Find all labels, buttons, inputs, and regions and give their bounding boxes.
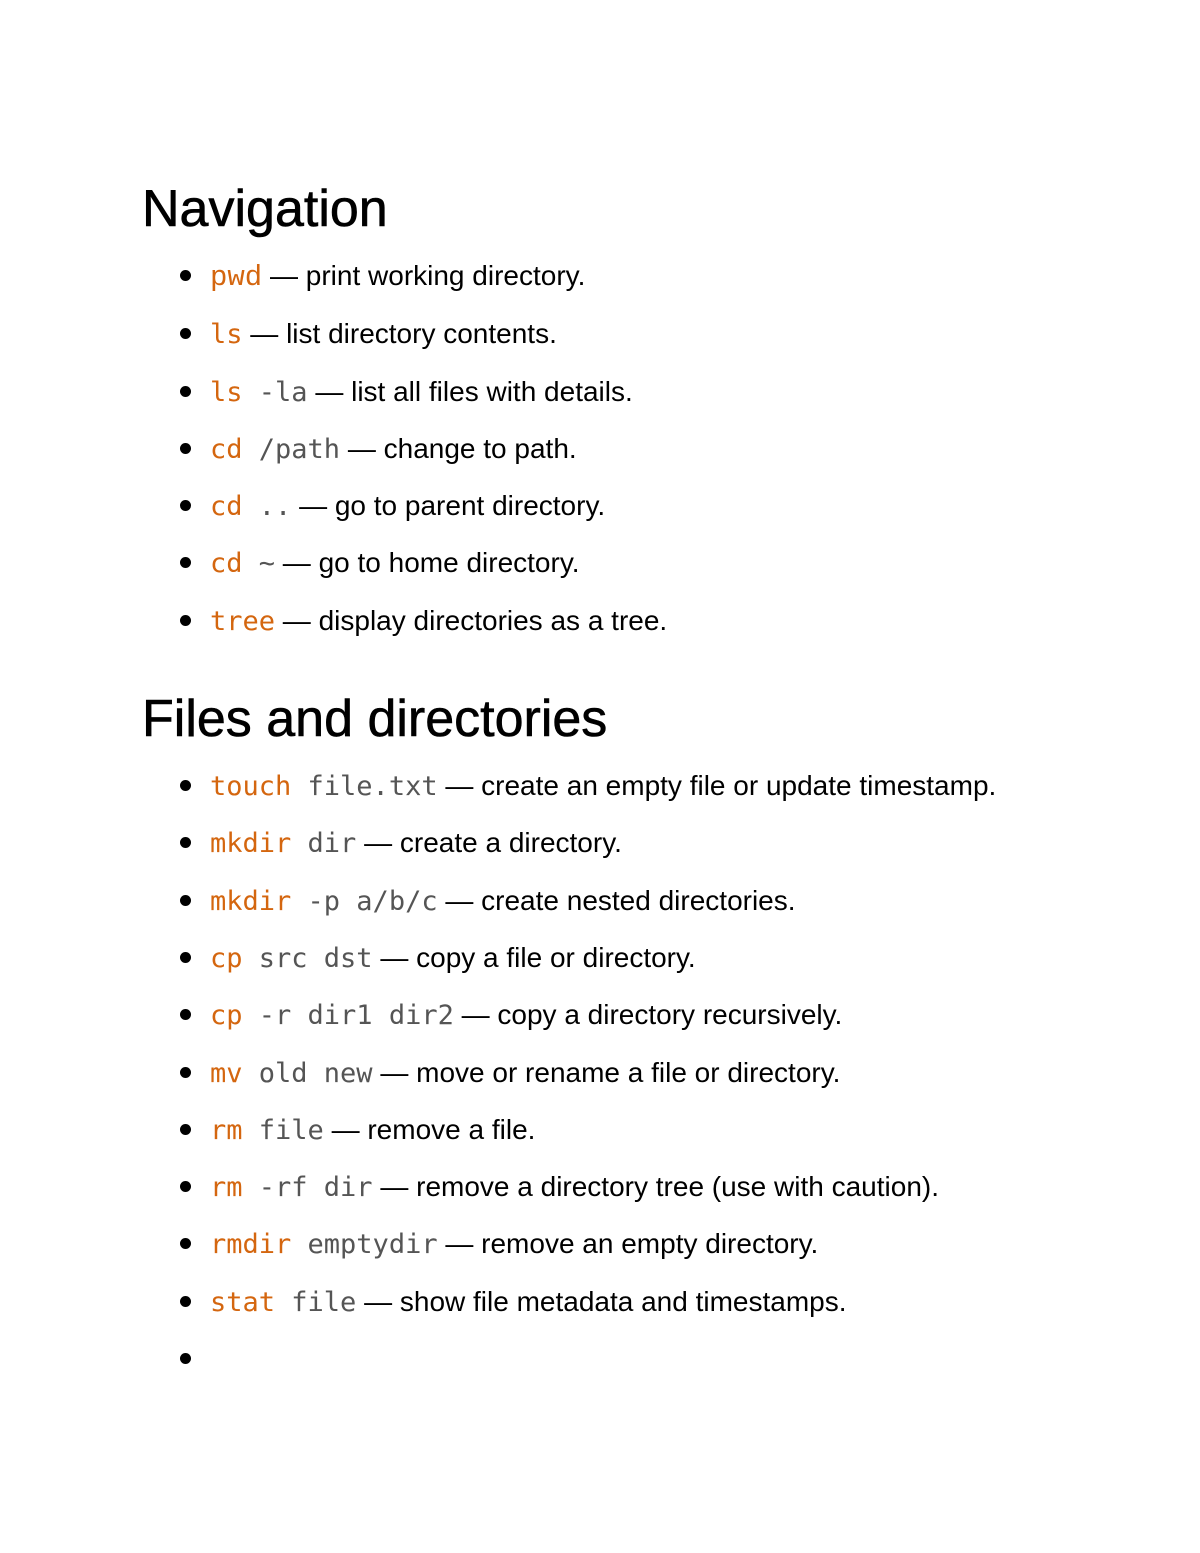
bullet-icon [180, 386, 191, 397]
bullet-icon [180, 1009, 191, 1020]
command-description: — remove a file. [323, 1113, 536, 1145]
bullet-icon [180, 837, 191, 848]
command-name: mv [210, 1057, 243, 1089]
list-item [210, 987, 1000, 1044]
command-name: cd [210, 548, 243, 580]
command-description: — change to path. [340, 432, 577, 464]
command-code [210, 828, 356, 859]
command-args: file [275, 1286, 357, 1318]
bullet-icon [180, 443, 191, 454]
command-description: — go to parent directory. [291, 490, 606, 522]
document-page [142, 176, 1072, 1331]
command-code [210, 886, 438, 917]
command-code [210, 261, 262, 294]
command-name: pwd [210, 261, 263, 294]
command-args: file.txt [291, 771, 438, 803]
section-title: Files and directories [142, 690, 608, 749]
command-code [210, 377, 308, 408]
command-name: mkdir [210, 885, 292, 917]
command-description: — print working directory. [262, 260, 586, 291]
command-description: — remove a directory tree (use with caution). [372, 1171, 940, 1203]
command-description: — move or rename a file or directory. [372, 1056, 841, 1088]
list-item [210, 535, 1000, 592]
bullet-icon [180, 1296, 191, 1307]
command-args: ~ [242, 548, 276, 580]
bullet-icon [180, 1067, 191, 1078]
command-name: rm [210, 1114, 243, 1146]
command-code [210, 771, 438, 802]
command-args: -p a/b/c [291, 885, 438, 917]
command-code [210, 1172, 373, 1203]
command-list [142, 758, 1072, 1331]
command-code [210, 606, 275, 637]
command-args: /path [242, 433, 341, 465]
command-name: cp [210, 942, 243, 974]
bullet-icon [180, 1353, 191, 1364]
command-code [210, 1115, 324, 1146]
bullet-icon [180, 1238, 191, 1249]
bullet-icon [180, 952, 191, 963]
list-item [210, 1274, 1000, 1331]
command-code [210, 319, 243, 350]
list-item [210, 306, 1000, 363]
section-navigation [142, 176, 1072, 650]
list-item [210, 1159, 1000, 1216]
bullet-icon [180, 1181, 191, 1192]
command-code [210, 1058, 373, 1089]
command-name: ls [210, 319, 243, 351]
command-name: ls [210, 376, 243, 408]
list-item [210, 364, 1000, 421]
bullet-icon [180, 328, 191, 339]
command-code [210, 1229, 438, 1260]
command-description: — remove an empty directory. [437, 1228, 819, 1260]
bullet-icon [180, 557, 191, 568]
command-args: -r dir1 dir2 [242, 1000, 454, 1032]
command-code [210, 1000, 454, 1031]
list-item [210, 1102, 1000, 1159]
bullet-icon [180, 895, 191, 906]
list-item [210, 478, 1000, 535]
list-item [210, 758, 1000, 815]
list-item [210, 873, 1000, 930]
bullet-icon [180, 1124, 191, 1135]
command-name: tree [210, 605, 276, 637]
list-item [210, 593, 1000, 650]
command-description: — copy a directory recursively. [453, 999, 843, 1031]
bullet-icon [180, 615, 191, 626]
section-files-and-directories [142, 686, 1072, 1331]
command-code [210, 491, 291, 522]
command-description: — create an empty file or update timestamp. [437, 770, 997, 802]
bullet-icon [180, 780, 191, 791]
command-name: cd [210, 433, 243, 465]
command-description: — copy a file or directory. [372, 941, 696, 973]
command-description: — create a directory. [356, 827, 622, 859]
command-name: stat [210, 1286, 276, 1318]
command-args: file [242, 1114, 324, 1146]
command-code [210, 548, 275, 579]
command-description: — create nested directories. [437, 884, 796, 916]
command-code [210, 1287, 356, 1318]
list-item [210, 248, 1000, 306]
command-code [210, 943, 373, 974]
command-description: — list all files with details. [307, 375, 633, 407]
command-name: rmdir [210, 1229, 292, 1261]
command-list [142, 248, 1072, 650]
command-name: mkdir [210, 828, 292, 860]
command-description: — display directories as a tree. [275, 604, 668, 636]
command-args: src dst [242, 942, 373, 974]
command-name: rm [210, 1172, 243, 1204]
command-args: -la [242, 376, 308, 408]
list-item [210, 1045, 1000, 1102]
command-name: cd [210, 491, 243, 523]
command-args: old new [242, 1057, 373, 1089]
command-args: dir [291, 828, 357, 860]
list-item [210, 930, 1000, 987]
list-item [210, 1216, 1000, 1273]
command-args: -rf dir [242, 1172, 373, 1204]
command-args: emptydir [291, 1229, 438, 1261]
list-item [210, 815, 1000, 872]
command-description: — go to home directory. [275, 547, 580, 579]
section-title: Navigation [142, 180, 388, 238]
command-name: touch [210, 771, 292, 803]
bullet-icon [180, 500, 191, 511]
command-args: .. [242, 491, 292, 523]
command-code [210, 434, 340, 465]
list-item [210, 421, 1000, 478]
bullet-icon [180, 270, 191, 281]
command-description: — list directory contents. [242, 318, 557, 350]
command-name: cp [210, 1000, 243, 1032]
command-description: — show file metadata and timestamps. [356, 1285, 847, 1317]
